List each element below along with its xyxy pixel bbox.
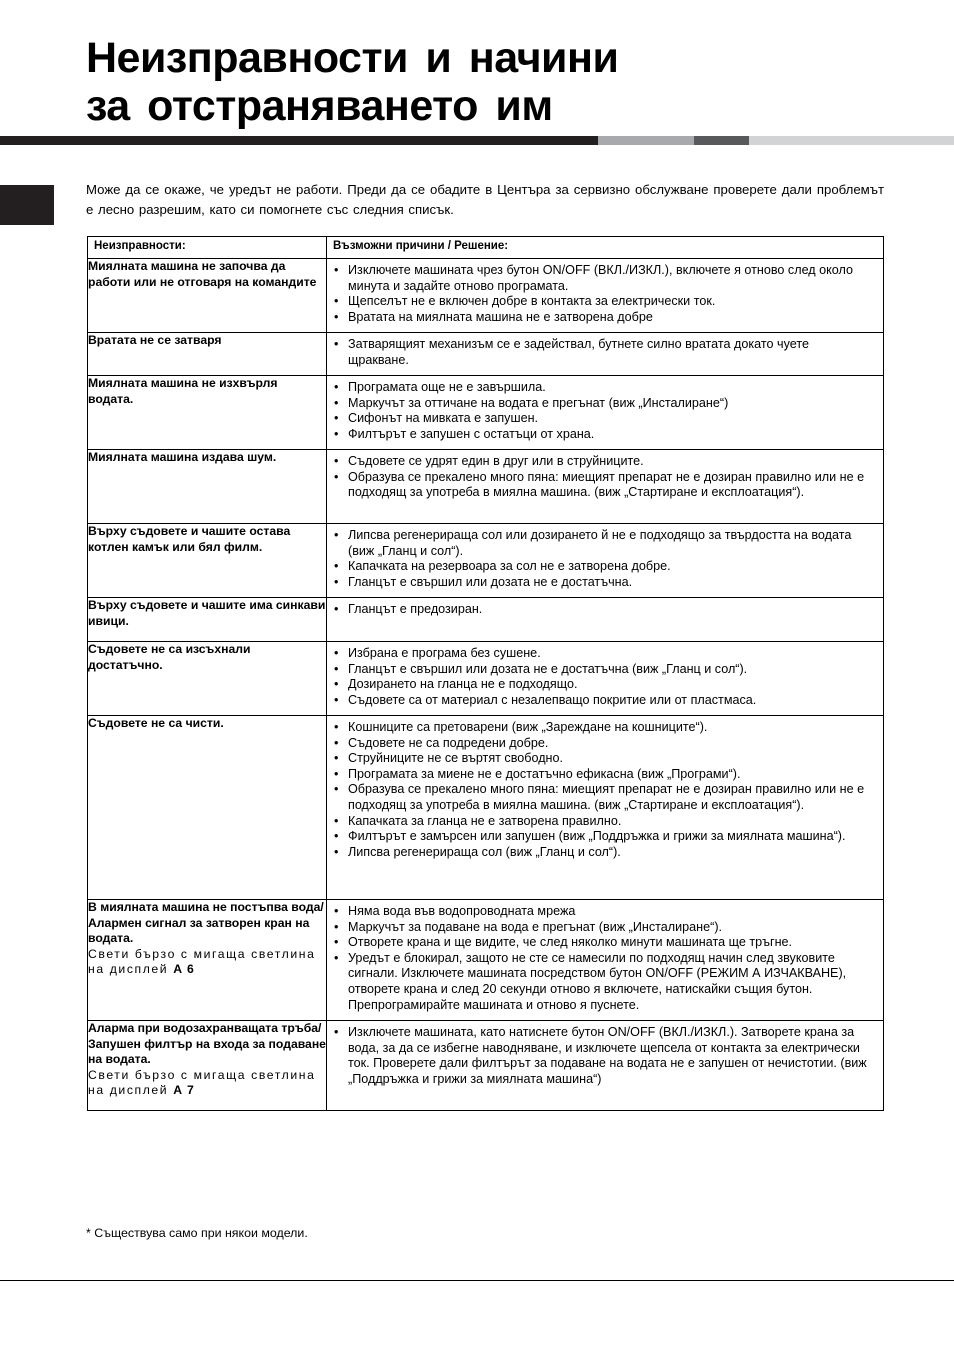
problem-cell [88, 524, 327, 598]
solution-item: • Маркучът за подаване на вода е прегънат (виж „Инсталиране“). [332, 920, 873, 936]
header-band-mid-gray [694, 136, 749, 145]
solution-cell [327, 259, 884, 333]
solution-item: • Кошниците са претоварени (виж „Зареждане на кошниците“). [332, 720, 873, 736]
header-band-pale [749, 136, 954, 145]
solution-list [327, 524, 883, 594]
blink-note-text: Свети бързо с мигаща светлина на дисплей [88, 946, 316, 976]
problem-text: Миялната машина издава шум. [88, 450, 277, 464]
problem-cell [88, 450, 327, 524]
solution-item: • Липсва регенерираща сол (виж „Гланц и сол“). [332, 845, 873, 861]
solution-item: • Капачката на резервоара за сол не е затворена добре. [332, 559, 873, 575]
solution-cell [327, 376, 884, 450]
solution-list [327, 376, 883, 446]
solution-item: • Гланцът е свършил или дозата не е достатъчна (виж „Гланц и сол“). [332, 662, 873, 678]
table-row [88, 598, 884, 642]
problem-text: Съдовете не са изсъхнали достатъчно. [88, 642, 251, 672]
solution-list [327, 333, 883, 372]
table-row [88, 524, 884, 598]
problem-text: Вратата не се затваря [88, 333, 222, 347]
blink-note-text: Свети бързо с мигаща светлина на дисплей [88, 1067, 316, 1097]
problem-cell [88, 716, 327, 900]
error-code: A 7 [173, 1082, 195, 1097]
problem-cell [88, 333, 327, 376]
problem-text: Аларма при водозахранващата тръба/Запушен филтър на входа за подаване на водата. [88, 1021, 326, 1067]
table-row [88, 450, 884, 524]
error-code: A 6 [173, 961, 195, 976]
solution-list [327, 1021, 883, 1091]
solution-list [327, 716, 883, 864]
problem-cell [88, 900, 327, 1021]
solution-item: • Вратата на миялната машина не е затворена добре [332, 310, 873, 326]
table-row [88, 376, 884, 450]
solution-cell [327, 524, 884, 598]
problem-cell [88, 376, 327, 450]
troubleshooting-table [87, 236, 884, 1111]
page-title [86, 34, 618, 130]
solution-cell [327, 450, 884, 524]
problem-text: Миялната машина не започва да работи или не отговаря на командите [88, 259, 317, 289]
solution-list [327, 598, 883, 622]
page-title-line-1: Неизправности и начини [86, 34, 619, 82]
intro-paragraph: Може да се окаже, че уредът не работи. Преди да се обадите в Центъра за сервизно обслужване проверете дали проблемът е лесно разрешим, като си помогнете със следния списък. [86, 182, 884, 217]
problem-text: Върху съдовете и чашите има синкави ивици. [88, 598, 326, 628]
solution-item: • Капачката за гланца не е затворена правилно. [332, 814, 873, 830]
solution-item: • Изключете машината, като натиснете бутон ON/OFF (ВКЛ./ИЗКЛ.). Затворете крана за вода, за да се избегне наводняване, и изключете щепсела от контакта за електрически ток. Проверете дали филтърът за подаване на водата не е запушен от нечистотии. (виж „Поддръжка и грижи за миялната машина“) [332, 1025, 873, 1087]
header-problem: Неизправности: [88, 237, 327, 259]
side-language-tab [0, 185, 54, 225]
problem-cell [88, 259, 327, 333]
solution-item: • Филтърът е запушен с остатъци от храна. [332, 427, 873, 443]
table-row [88, 333, 884, 376]
solution-item: • Затварящият механизъм се е задействал, бутнете силно вратата докато чуете щракване. [332, 337, 873, 368]
solution-item: • Маркучът за оттичане на водата е прегънат (виж „Инсталиране“) [332, 396, 873, 412]
table-row [88, 642, 884, 716]
solution-item: • Филтърът е замърсен или запушен (виж „Поддръжка и грижи за миялната машина“). [332, 829, 873, 845]
table-row [88, 900, 884, 1021]
table-row [88, 1021, 884, 1111]
solution-list [327, 642, 883, 712]
solution-item: • Съдовете се удрят един в друг или в струйниците. [332, 454, 873, 470]
page-title-line-2: за отстраняването им [86, 82, 553, 130]
header-band-dark [0, 136, 598, 145]
problem-cell [88, 642, 327, 716]
header-band-light-gray [598, 136, 694, 145]
solution-item: • Струйниците не се въртят свободно. [332, 751, 873, 767]
solution-item: • Гланцът е предозиран. [332, 602, 873, 618]
solution-cell [327, 598, 884, 642]
solution-cell [327, 333, 884, 376]
table-header-row [88, 237, 884, 259]
solution-cell [327, 1021, 884, 1111]
problem-text: В миялната машина не постъпва вода/ Алармен сигнал за затворен кран на водата. [88, 900, 324, 946]
blink-note [88, 1068, 326, 1098]
bottom-rule [0, 1280, 954, 1281]
solution-item: • Уредът е блокирал, защото не сте се намесили по подходящ начин след звуковите сигнали. Изключете машината посредством бутон ON/OFF (РЕЖИМ А ИЗЧАКВАНЕ), отворете крана и след 20 секунди отново я включете, натискайки същия бутон. Препрограмирайте машината и отново я пуснете. [332, 951, 873, 1013]
problem-text: Миялната машина не изхвърля водата. [88, 376, 278, 406]
solution-item: • Съдовете са от материал с незалепващо покритие или от пластмаса. [332, 693, 873, 709]
solution-cell [327, 900, 884, 1021]
solution-item: • Изключете машината чрез бутон ON/OFF (ВКЛ./ИЗКЛ.), включете я отново след около минута и задайте отново програмата. [332, 263, 873, 294]
problem-text: Съдовете не са чисти. [88, 716, 224, 730]
solution-item: • Щепселът не е включен добре в контакта за електрически ток. [332, 294, 873, 310]
problem-cell [88, 1021, 327, 1111]
solution-cell [327, 716, 884, 900]
footnote: * Съществува само при някои модели. [86, 1226, 308, 1240]
solution-item: • Гланцът е свършил или дозата не е достатъчна. [332, 575, 873, 591]
solution-item: • Липсва регенерираща сол или дозирането й не е подходящо за твърдостта на водата (виж „Гланц и сол“). [332, 528, 873, 559]
solution-list [327, 259, 883, 329]
solution-item: • Няма вода във водопроводната мрежа [332, 904, 873, 920]
solution-item: • Отворете крана и ще видите, че след няколко минути машината ще тръгне. [332, 935, 873, 951]
solution-item: • Избрана е програма без сушене. [332, 646, 873, 662]
table-row [88, 259, 884, 333]
solution-item: • Образува се прекалено много пяна: миещият препарат не е дозиран правилно или не е подходящ за употреба в миялна машина. (виж „Стартиране и експлоатация“). [332, 782, 873, 813]
solution-item: • Сифонът на мивката е запушен. [332, 411, 873, 427]
solution-item: • Съдовете не са подредени добре. [332, 736, 873, 752]
solution-item: • Образува се прекалено много пяна: миещият препарат не е дозиран правилно или не е подходящ за употреба в миялна машина. (виж „Стартиране и експлоатация“). [332, 470, 873, 501]
solution-cell [327, 642, 884, 716]
problem-cell [88, 598, 327, 642]
blink-note [88, 947, 326, 977]
solution-list [327, 900, 883, 1017]
header-solution: Възможни причини / Решение: [327, 237, 884, 259]
solution-item: • Програмата за миене не е достатъчно ефикасна (виж „Програми“). [332, 767, 873, 783]
solution-item: • Програмата още не е завършила. [332, 380, 873, 396]
problem-text: Върху съдовете и чашите остава котлен камък или бял филм. [88, 524, 291, 554]
solution-list [327, 450, 883, 505]
table-row [88, 716, 884, 900]
solution-item: • Дозирането на гланца не е подходящо. [332, 677, 873, 693]
